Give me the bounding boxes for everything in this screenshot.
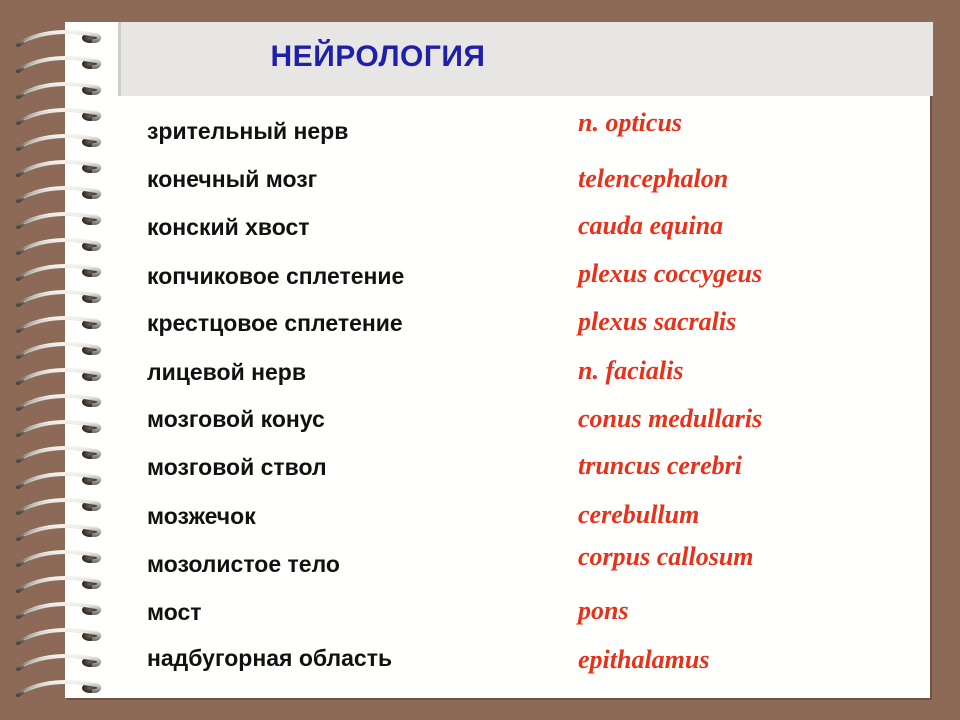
spiral-coil [18,84,99,97]
term-russian: лицевой нерв [147,359,306,385]
term-latin: n. facialis [578,356,684,385]
term-latin: plexus sacralis [578,307,737,336]
term-row [0,498,960,546]
term-row [0,354,960,402]
term-russian: мозговой ствол [147,454,327,480]
term-latin: truncus cerebri [578,451,742,480]
spiral-coil [18,32,99,45]
term-latin: cerebullum [578,500,700,529]
term-row [0,642,960,690]
term-row [0,258,960,306]
term-russian: крестцовое сплетение [147,310,403,336]
term-row [0,210,960,258]
term-russian: мозжечок [147,503,256,529]
term-latin: plexus coccygeus [578,259,763,288]
term-russian: мост [147,599,202,625]
term-row [0,306,960,354]
term-russian: мозговой конус [147,406,325,432]
term-row [0,594,960,642]
term-row [0,450,960,498]
term-latin: epithalamus [578,645,710,674]
page-title: НЕЙРОЛОГИЯ [270,40,486,73]
term-row [0,108,960,160]
spiral-coil [18,58,99,71]
term-row [0,402,960,450]
term-russian: надбугорная область [147,645,393,671]
term-latin: telencephalon [578,164,729,193]
term-latin: conus medullaris [578,404,763,433]
term-russian: конечный мозг [147,166,318,192]
term-russian: копчиковое сплетение [147,263,405,289]
term-latin: corpus callosum [578,542,754,571]
term-row [0,162,960,210]
term-row [0,544,960,592]
term-russian: мозолистое тело [147,551,340,577]
term-latin: cauda equina [578,211,724,240]
term-latin: pons [578,596,629,625]
term-russian: зрительный нерв [147,118,349,144]
term-russian: конский хвост [147,214,310,240]
term-latin: n. opticus [578,108,683,137]
